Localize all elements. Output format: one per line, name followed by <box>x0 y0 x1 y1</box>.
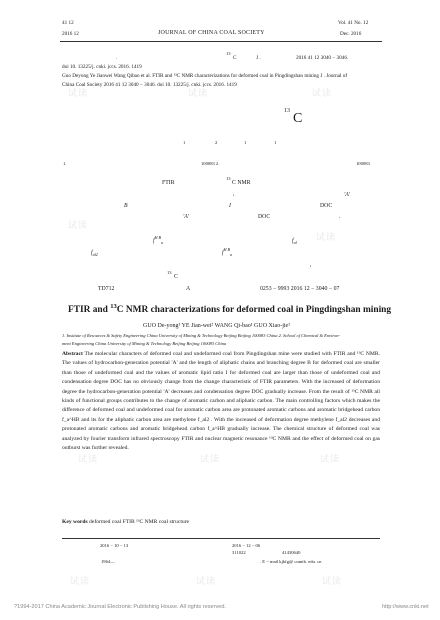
watermark-2: 试读 <box>188 89 209 99</box>
footnote-fund-b: 41430640 <box>282 550 301 555</box>
watermark-1: 试读 <box>68 89 89 99</box>
cn-affil-2: 100083 2. <box>201 161 220 166</box>
header-volume-en: Vol. 41 No. 12 <box>338 20 369 26</box>
header-volume-cn: 41 12 <box>62 20 74 26</box>
cn-abs-comma: , <box>233 191 235 197</box>
cn-affil-3: 100083 <box>356 161 370 166</box>
abstract-label: Abstract <box>62 351 83 357</box>
footnote-rule <box>62 538 380 539</box>
cn-abs-comma2: , <box>310 262 312 268</box>
citation-en-line2: China Coal Society 2016 41 12 3040 − 3046. doi 10. 13225/j. cnki. jccs. 2016. 1419 <box>62 82 237 88</box>
cn-abs-fal2: $f_{al2}$ <box>91 250 98 258</box>
watermark-5: 试读 <box>316 233 337 243</box>
cn-abs-fa: $f^{H B}_a$ <box>153 235 164 246</box>
footnote-bio: 1964— <box>101 559 115 564</box>
cn-affil-1: 1. <box>63 161 67 166</box>
en-affil-line1: 1. Institute of Resources & Safety Engineering China University of Mining & Technology Beijing Beijing 100083 China 2. School of Chemical & Environ- <box>62 333 340 338</box>
cn-author-sup-4: 1 <box>274 140 277 145</box>
watermark-10: 试读 <box>196 577 217 587</box>
cn-author-sup-2: 2 <box>215 140 218 145</box>
watermark-9: 试读 <box>70 577 91 587</box>
clc-number: TD712 <box>98 286 115 292</box>
citation-cn-dot: . <box>116 55 118 61</box>
citation-cn-c: C <box>233 55 237 61</box>
en-authors: GUO De-yong¹ YE Jian-wei² WANG Qi-bao¹ GUO Xiao-jie¹ <box>143 323 290 329</box>
cn-abs-doc1: DOC <box>320 203 333 209</box>
watermark-3: 试读 <box>312 89 333 99</box>
cn-abs-c: C <box>174 274 178 280</box>
header-date-en: Dec. 2016 <box>340 31 362 37</box>
footnote-revised: 2016 − 12 − 06 <box>232 543 261 548</box>
watermark-4: 试读 <box>68 221 89 231</box>
citation-en-line1: Guo Deyong Ye Jianwei Wang Qibao et al. FTIR and ¹³C NMR characterizations for deformed coal in Pingdingshan mining J . Journal of <box>62 73 348 79</box>
en-affil-line2: ment Engineering China University of Mining & Technology Beijing Beijing 100083 China <box>62 341 227 346</box>
cn-author-sup-3: 1 <box>244 140 247 145</box>
cn-abs-doc2: DOC <box>258 214 271 220</box>
cn-abs-a2: 'A' <box>183 214 190 220</box>
watermark-8: 试读 <box>320 455 341 465</box>
issn-line: 0253 − 9993 2016 12 − 3040 − 07 <box>260 286 340 292</box>
header-date-cn: 2016 12 <box>62 31 79 37</box>
keywords-body: deformed coal FTIR ¹³C NMR coal structure <box>89 519 190 525</box>
watermark-7: 试读 <box>200 455 221 465</box>
cn-abs-ftir: FTIR <box>162 180 175 186</box>
cn-author-sup-1: 1 <box>183 140 186 145</box>
journal-name: JOURNAL OF CHINA COAL SOCIETY <box>158 30 265 36</box>
footnote-email: . E − mail kjkfg@ cumtb. edu. cn <box>260 559 322 564</box>
keywords-line <box>62 519 380 525</box>
cn-abs-sup13b: 13 <box>167 270 172 275</box>
cn-title-sup: 13 <box>284 108 290 114</box>
watermark-6: 试读 <box>78 455 99 465</box>
cn-abs-dot: . <box>339 214 341 220</box>
footnote-fund-a: 311022 <box>232 550 246 555</box>
footnote-received: 2016 − 10 − 13 <box>100 543 129 548</box>
cn-abs-b: B <box>124 203 128 209</box>
citation-cn-pages: 2016 41 12 3040 − 3046. <box>296 55 349 61</box>
citation-cn-doi: doi 10. 13225/j. cnki. jccs. 2016. 1419 <box>62 64 142 70</box>
en-title: FTIR and $^{13}$C NMR characterizations for deformed coal in Pingdingshan mining <box>68 302 392 315</box>
abstract-body: The molecular characters of deformed coal and undeformed coal from Pingdingshan mine were studied with FTIR and ¹³C NMR. The values of hydrocarbon-generation potential 'A' and the length of aliphatic chains and branching degree B for deformed coal are smaller than those of undeformed coal and the values of aromatic lipid ratio I for deformed coal are larger than those of undeformed coal and condensation degree DOC has no obviously change from the change characteristic of FTIR parameters. With the increased of deformation degree the hydrocarbon-generation potential 'A' decreases and condensation degree DOC gradually increase. From the result of ¹³C NMR all kinds of functional groups contributes to the change of aromatic carbon and aliphatic carbon. The main controlling factors which makes the difference of deformed coal and undeformed coal for aromatic carbon area are protonated aromatic carbons and aromatic bridgehead carbon f_a^HB and its for the aliphatic carbon area are methylene f_al2 . With the increased of deformation degree methylene f_al2 decreases and protonated aromatic carbons and aromatic bridgehead carbon f_a^HB gradually increase. The chemical structure of deformed coal was analyzed by fourier transform infrared spectroscopy FTIR and nuclear magnetic resonance ¹³C NMR and the effect of deformed coal on gas outburst was further revealed. <box>62 351 380 452</box>
header-rule <box>60 41 382 42</box>
cn-abs-fa2: $f^{H B}_a$ <box>222 247 233 258</box>
cn-abs-a1: 'A' <box>344 192 351 198</box>
cn-abs-i: I <box>229 203 231 209</box>
cn-abs-sup13: 13 <box>226 176 231 181</box>
abstract-paragraph <box>62 350 380 453</box>
cn-abs-fal: $f_{al}$ <box>292 238 297 246</box>
cn-abs-cnmr: C NMR <box>232 180 251 186</box>
watermark-11: 试读 <box>322 577 343 587</box>
footer-copyright: ?1994-2017 China Academic Journal Electronic Publishing House. All rights reserved. <box>14 604 227 610</box>
citation-cn-j: J . <box>256 55 261 61</box>
cn-title-letter: C <box>293 111 303 126</box>
footer-url[interactable]: http://www.cnki.net <box>382 604 429 610</box>
document-code: A <box>186 286 191 292</box>
citation-cn-sup: 13 <box>226 51 231 56</box>
keywords-label: Key words <box>62 519 88 525</box>
